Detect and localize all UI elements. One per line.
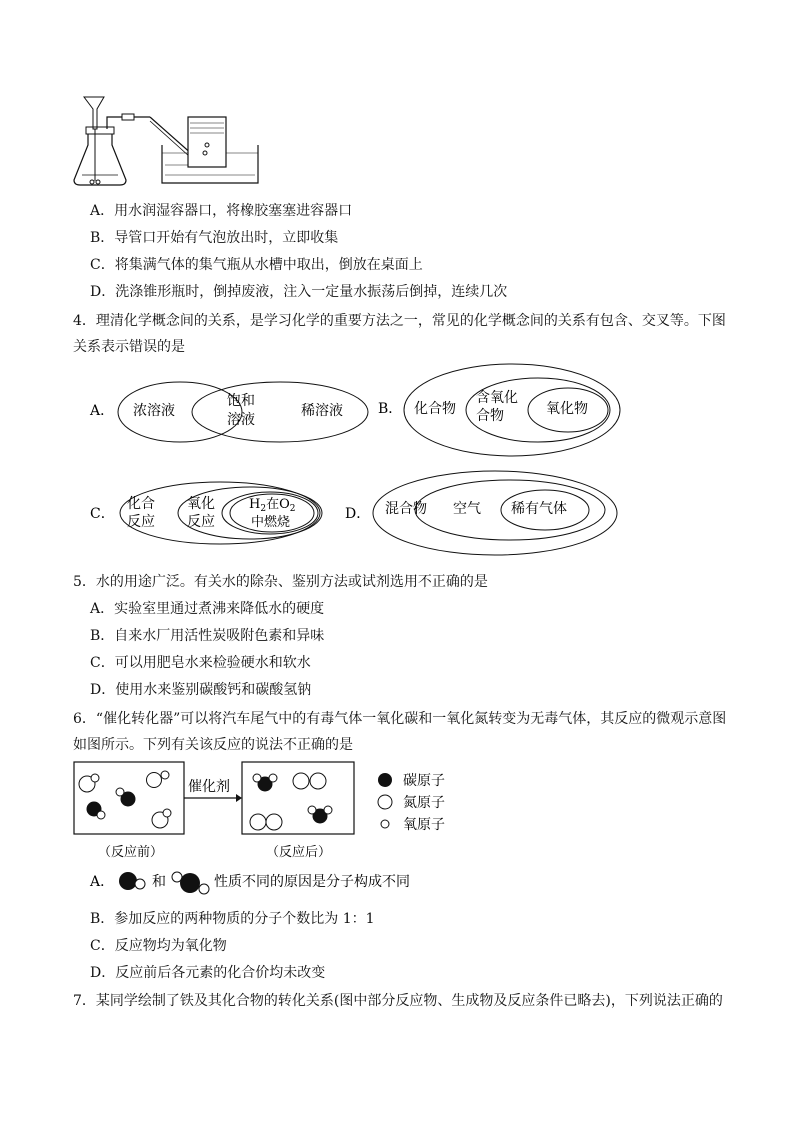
- concept-diagram-c: [85, 480, 335, 545]
- gas-collection-apparatus: [70, 95, 260, 190]
- q3-option-c: C．将集满气体的集气瓶从水槽中取出，倒放在桌面上: [90, 257, 423, 273]
- q5-option-a: A．实验室里通过煮沸来降低水的硬度: [90, 601, 325, 617]
- q6-stem-line1: 6．“催化转化器”可以将汽车尾气中的有毒气体一氧化碳和一氧化氮转变为无毒气体，其反应的微观示意图: [73, 711, 727, 727]
- svg-text:稀有气体: 稀有气体: [511, 501, 567, 517]
- svg-text:化合: 化合: [127, 496, 155, 512]
- q5-option-c: C．可以用肥皂水来检验硬水和软水: [90, 655, 311, 671]
- q3-option-a: A．用水润湿容器口，将橡胶塞塞进容器口: [90, 203, 353, 219]
- svg-text:（反应后）: （反应后）: [266, 845, 332, 860]
- svg-text:A．: A．: [90, 403, 115, 419]
- reaction-micro-diagram: [70, 758, 460, 860]
- svg-text:溶液: 溶液: [227, 412, 255, 428]
- q5-option-b: B．自来水厂用活性炭吸附色素和异味: [90, 628, 325, 644]
- q3-option-b: B．导管口开始有气泡放出时，立即收集: [90, 230, 339, 246]
- q6-option-c: C．反应物均为氧化物: [90, 938, 227, 954]
- svg-text:D．: D．: [345, 506, 371, 522]
- q4-stem-line1: 4．理清化学概念间的关系，是学习化学的重要方法之一，常见的化学概念间的关系有包含、交叉等。下图: [73, 313, 726, 329]
- svg-text:空气: 空气: [453, 501, 481, 517]
- svg-text:含氧化: 含氧化: [476, 390, 518, 406]
- svg-text:氧原子: 氧原子: [403, 817, 445, 833]
- q5-option-d: D．使用水来鉴别碳酸钙和碳酸氢钠: [90, 682, 312, 698]
- q4-stem-line2: 关系表示错误的是: [73, 339, 185, 355]
- svg-text:性质不同的原因是分子构成不同: 性质不同的原因是分子构成不同: [214, 874, 410, 890]
- svg-text:浓溶液: 浓溶液: [133, 403, 175, 419]
- q7-stem: 7．某同学绘制了铁及其化合物的转化关系(图中部分反应物、生成物及反应条件已略去)，下列说法正确的: [73, 993, 723, 1009]
- q6-option-b: B．参加反应的两种物质的分子个数比为 1：1: [90, 911, 375, 927]
- svg-text:中燃烧: 中燃烧: [251, 515, 291, 530]
- q6-option-d: D．反应前后各元素的化合价均未改变: [90, 965, 326, 981]
- q5-stem: 5．水的用途广泛。有关水的除杂、鉴别方法或试剂选用不正确的是: [73, 574, 488, 590]
- q3-option-d: D．洗涤锥形瓶时，倒掉废液，注入一定量水振荡后倒掉，连续几次: [90, 284, 508, 300]
- svg-text:C．: C．: [90, 506, 115, 522]
- svg-text:氧化物: 氧化物: [546, 401, 588, 417]
- svg-text:化合物: 化合物: [414, 401, 456, 417]
- svg-text:（反应前）: （反应前）: [98, 845, 164, 860]
- concept-diagram-a: [85, 380, 375, 445]
- q6-option-a: [88, 864, 428, 898]
- svg-text:氮原子: 氮原子: [403, 795, 445, 811]
- q6-stem-line2: 如图所示。下列有关该反应的说法不正确的是: [73, 737, 353, 753]
- concept-diagram-d: [345, 468, 625, 558]
- svg-text:反应: 反应: [187, 514, 215, 530]
- svg-text:氧化: 氧化: [187, 496, 215, 512]
- svg-text:反应: 反应: [127, 514, 155, 530]
- concept-diagram-b: [378, 362, 628, 462]
- svg-text:和: 和: [152, 874, 166, 890]
- svg-text:碳原子: 碳原子: [403, 773, 445, 789]
- svg-text:混合物: 混合物: [385, 501, 427, 517]
- svg-text:稀溶液: 稀溶液: [301, 403, 343, 419]
- svg-text:H2在O2: $H_2$在$O_2$: [249, 497, 296, 514]
- svg-text:催化剂: 催化剂: [188, 779, 230, 795]
- svg-text:A．: A．: [90, 874, 115, 890]
- svg-text:饱和: 饱和: [227, 393, 255, 409]
- svg-text:合物: 合物: [476, 408, 504, 424]
- svg-text:B．: B．: [378, 401, 403, 417]
